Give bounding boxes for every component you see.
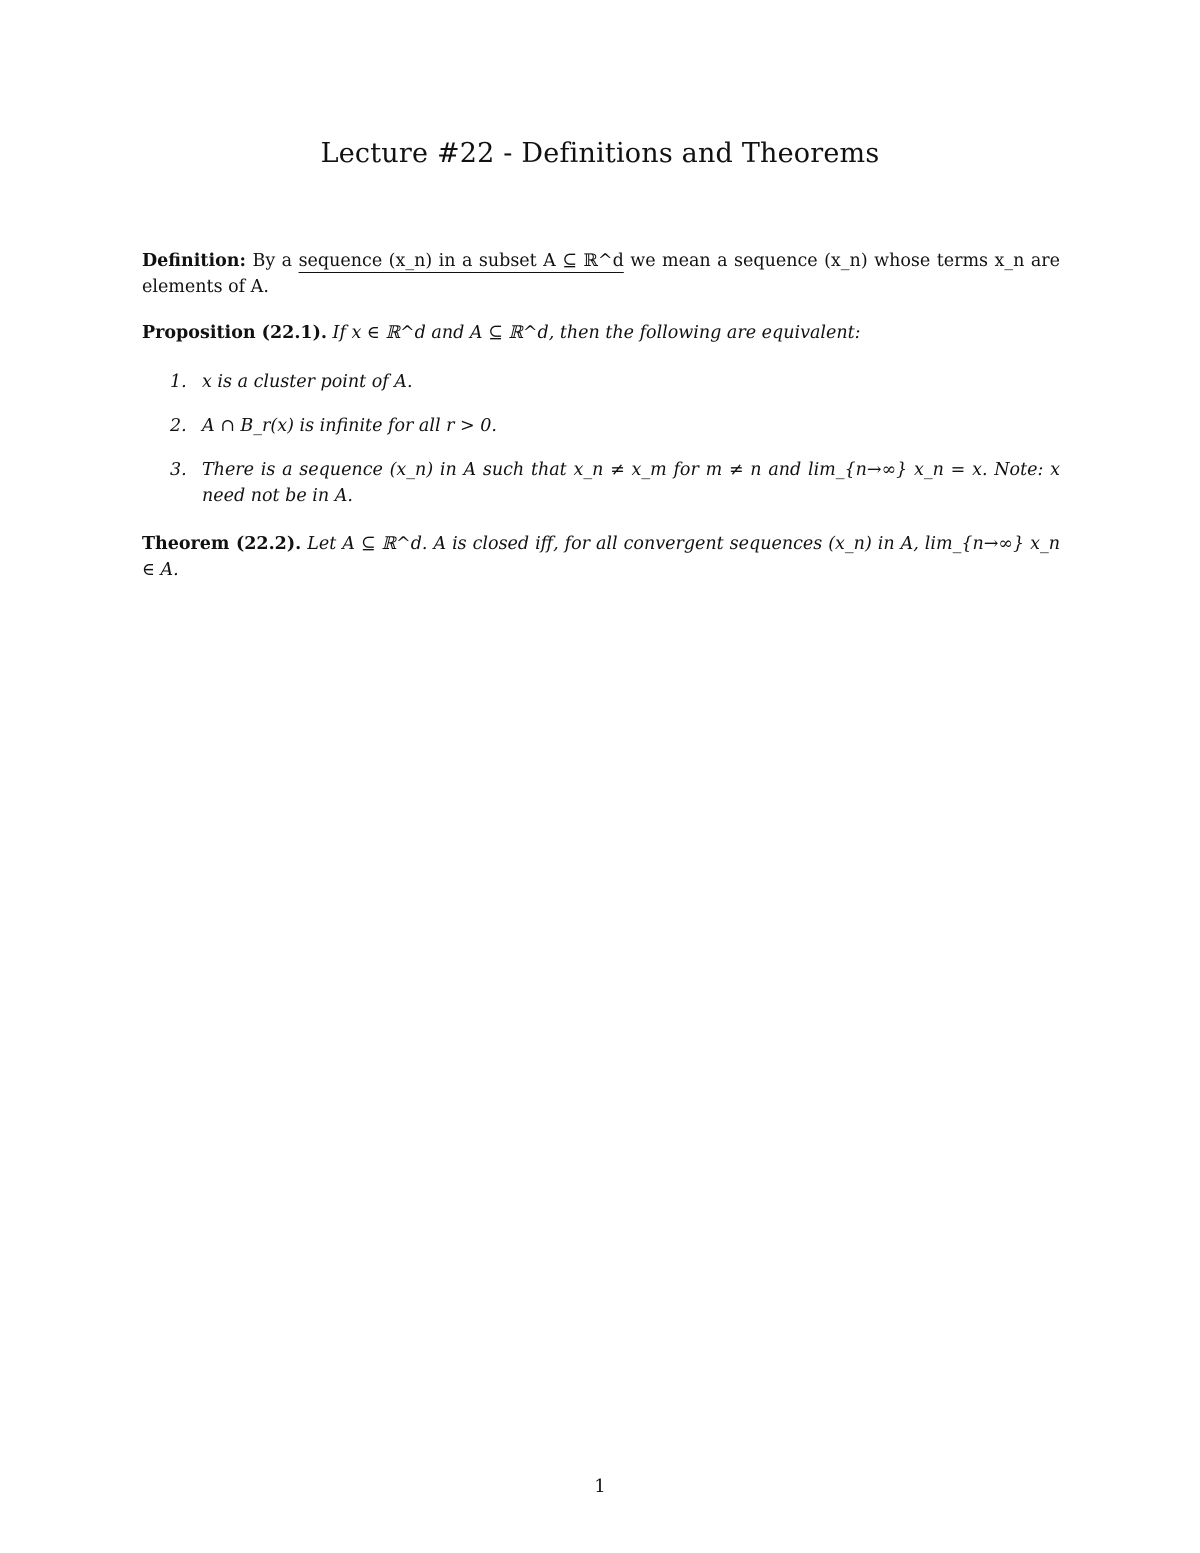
theorem-paragraph [142, 531, 1060, 583]
list-item-text: There is a sequence (x_n) in A such that x_n ≠ x_m for m ≠ n and lim_{n→∞} x_n = x. Note: x need not be in A. [202, 460, 1060, 506]
list-item-text: x is a cluster point of A. [202, 372, 413, 392]
theorem-statement: Let A ⊆ ℝ^d. A is closed iff, for all convergent sequences (x_n) in A, lim_{n→∞} x_n ∈ A. [142, 534, 1060, 580]
definition-paragraph [142, 248, 1060, 300]
list-item-number: 3. [170, 460, 187, 480]
definition-lead-text: By a [252, 251, 299, 271]
definition-underlined-term: sequence (x_n) in a subset A ⊆ ℝ^d [298, 251, 624, 271]
proposition-label: Proposition (22.1). [142, 323, 327, 343]
proposition-list [170, 369, 1060, 527]
list-item-number: 1. [170, 372, 187, 392]
proposition-statement: If x ∈ ℝ^d and A ⊆ ℝ^d, then the following are equivalent: [332, 323, 861, 343]
page-number: 1 [594, 1476, 606, 1497]
definition-label: Definition: [142, 251, 246, 271]
list-item-number: 2. [170, 416, 187, 436]
definition-rest-text: we mean a sequence (x_n) whose terms x_n are elements of A. [142, 251, 1060, 297]
theorem-label: Theorem (22.2). [142, 534, 302, 554]
proposition-paragraph [142, 320, 1060, 346]
list-item [170, 457, 1060, 509]
list-item-text: A ∩ B_r(x) is infinite for all r > 0. [202, 416, 497, 436]
page-title: Lecture #22 - Definitions and Theorems [320, 138, 880, 169]
list-item [170, 413, 1060, 439]
list-item [170, 369, 1060, 395]
